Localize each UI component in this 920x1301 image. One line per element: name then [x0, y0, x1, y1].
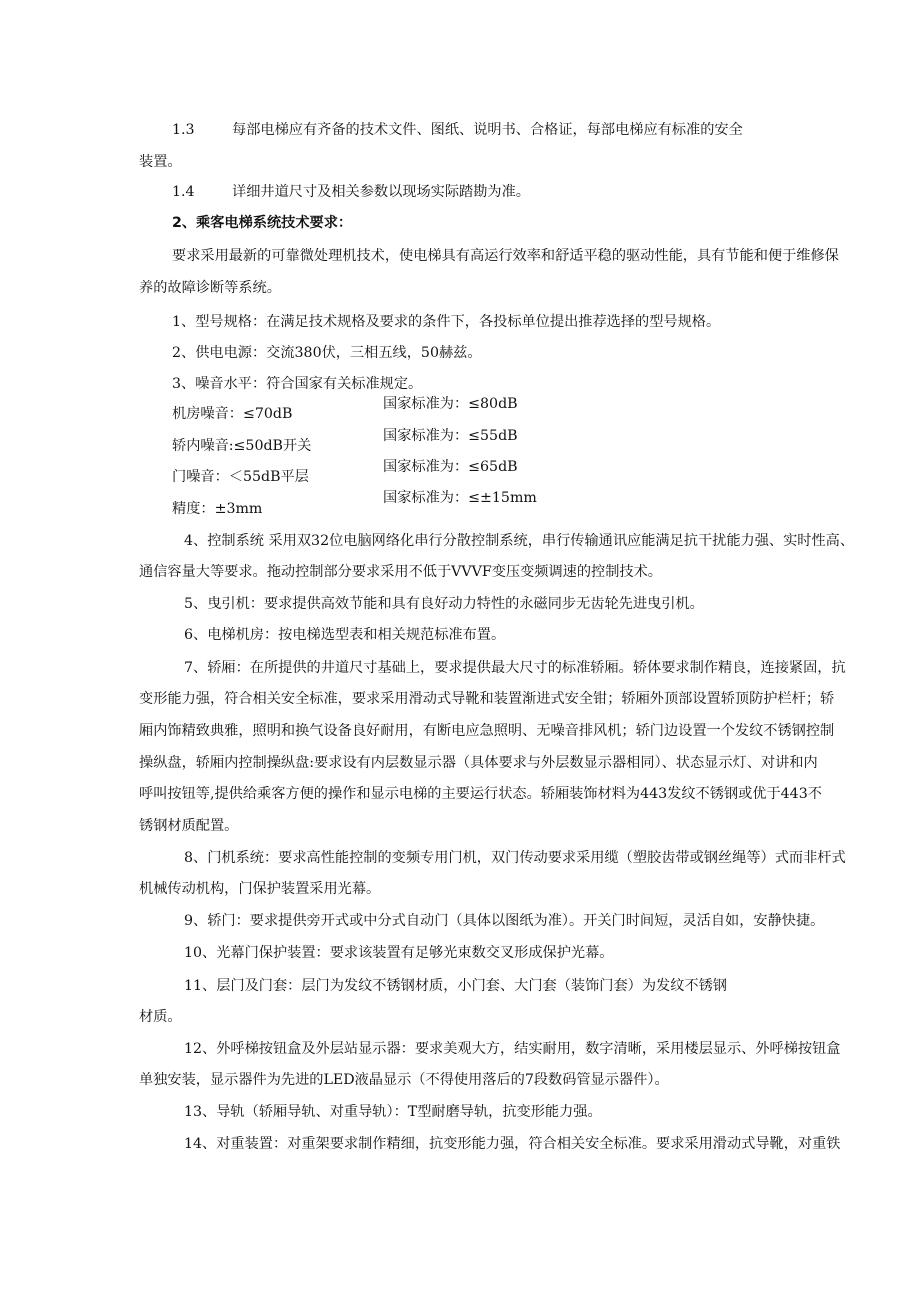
item-1-3 — [172, 121, 743, 139]
national-standard-2: 国家标准为：≤55dB — [383, 428, 518, 444]
paragraph-3: 3、噪音水平：符合国家有关标准规定。 — [172, 376, 423, 392]
paragraph-7-line-3: 厢内饰精致典雅，照明和换气设备良好耐用，有断电应急照明、无噪音排风机；轿门边设置一个发纹不锈钢控制 — [139, 723, 835, 739]
paragraph-2: 2、供电电源：交流380伏，三相五线，50赫兹。 — [172, 345, 482, 361]
noise-door: 门噪音：＜55dB平层 — [172, 469, 309, 485]
paragraph-6: 6、电梯机房：按电梯选型表和相关规范标准布置。 — [184, 627, 506, 643]
paragraph-7-line-1: 7、轿厢：在所提供的井道尺寸基础上，要求提供最大尺寸的标准轿厢。轿体要求制作精良，连接紧固，抗 — [184, 660, 846, 676]
paragraph-11-line-2: 材质。 — [139, 1009, 182, 1025]
leveling-accuracy: 精度：±3mm — [172, 501, 263, 517]
paragraph-7-line-2: 变形能力强，符合相关安全标准，要求采用滑动式导靴和装置渐进式安全钳；轿厢外顶部设置轿顶防护栏杆；轿 — [139, 691, 835, 707]
item-number: 1.4 — [172, 184, 195, 200]
paragraph-8-line-1: 8、门机系统：要求高性能控制的变频专用门机，双门传动要求采用缆（塑胶齿带或钢丝绳等）式而非杆式 — [184, 850, 846, 866]
paragraph-9: 9、轿门：要求提供旁开式或中分式自动门（具体以图纸为准）。开关门时间短，灵活自如，安静快捷。 — [184, 913, 825, 929]
paragraph-4-line-2: 通信容量大等要求。拖动控制部分要求采用不低于VVVF变压变频调速的控制技术。 — [139, 564, 662, 580]
paragraph-11-line-1: 11、层门及门套：层门为发纹不锈钢材质，小门套、大门套（装饰门套）为发纹不锈钢 — [184, 978, 727, 994]
national-standard-3: 国家标准为：≤65dB — [383, 459, 518, 475]
paragraph-10: 10、光幕门保护装置：要求该装置有足够光束数交叉形成保护光幕。 — [184, 945, 614, 961]
paragraph-7-line-4: 操纵盘，轿厢内控制操纵盘:要求设有内层数显示器（具体要求与外层数显示器相同）、状态显示灯、对讲和内 — [139, 755, 818, 771]
paragraph-12-line-2: 单独安装，显示器件为先进的LED液晶显示（不得使用落后的7段数码管显示器件）。 — [139, 1072, 669, 1088]
noise-machine-room: 机房噪音：≤70dB — [172, 406, 293, 422]
paragraph-1: 1、型号规格：在满足技术规格及要求的条件下，各投标单位提出推荐选择的型号规格。 — [172, 314, 721, 330]
paragraph-13: 13、导轨（轿厢导轨、对重导轨）：T型耐磨导轨，抗变形能力强。 — [184, 1104, 602, 1120]
intro-line-1: 要求采用最新的可靠微处理机技术，使电梯具有高运行效率和舒适平稳的驱动性能，具有节能和便于维修保 — [172, 248, 839, 264]
paragraph-7-line-5: 呼叫按钮等,提供给乘客方便的操作和显示电梯的主要运行状态。轿厢装饰材料为443发纹不锈钢或优于443不 — [139, 786, 822, 802]
paragraph-12-line-1: 12、外呼梯按钮盒及外层站显示器：要求美观大方，结实耐用，数字清晰，采用楼层显示、外呼梯按钮盒 — [184, 1041, 841, 1057]
noise-car-interior: 轿内噪音:≤50dB开关 — [172, 438, 312, 454]
section-2-heading: 2、乘客电梯系统技术要求： — [172, 215, 353, 231]
item-1-3-continuation: 装置。 — [139, 154, 182, 170]
paragraph-8-line-2: 机械传动机构，门保护装置采用光幕。 — [139, 881, 381, 897]
paragraph-5: 5、曳引机：要求提供高效节能和具有良好动力特性的永磁同步无齿轮先进曳引机。 — [184, 596, 704, 612]
intro-line-2: 养的故障诊断等系统。 — [139, 280, 281, 296]
national-standard-1: 国家标准为：≤80dB — [383, 396, 518, 412]
item-text: 详细井道尺寸及相关参数以现场实际踏勘为准。 — [232, 184, 530, 200]
paragraph-14: 14、对重装置：对重架要求制作精细，抗变形能力强，符合相关安全标准。要求采用滑动式导靴，对重铁 — [184, 1136, 841, 1152]
national-standard-4: 国家标准为：≤±15mm — [383, 490, 537, 506]
paragraph-4-line-1: 4、控制系统 采用双32位电脑网络化串行分散控制系统，串行传输通讯应能满足抗干扰能力强、实时性高、 — [184, 533, 855, 549]
item-number: 1.3 — [172, 122, 195, 138]
item-1-4 — [172, 183, 530, 201]
item-text: 每部电梯应有齐备的技术文件、图纸、说明书、合格证，每部电梯应有标准的安全 — [232, 122, 743, 138]
paragraph-7-line-6: 锈钢材质配置。 — [139, 818, 239, 834]
